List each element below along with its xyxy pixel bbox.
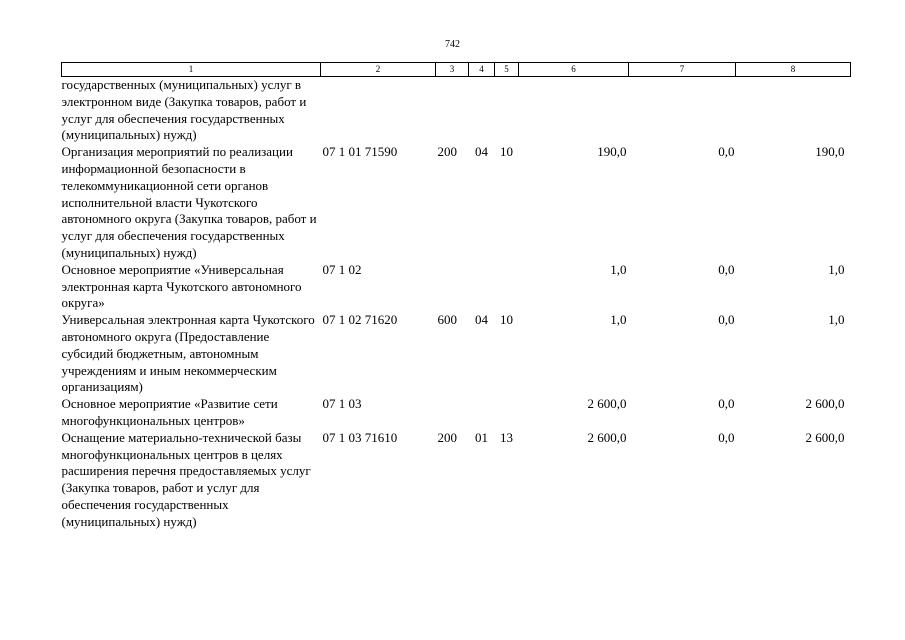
header-col-6: 6 — [519, 63, 629, 77]
row-col-5: 13 — [500, 429, 513, 445]
row-col-6: 1,0 — [610, 261, 627, 277]
table-row — [62, 430, 851, 531]
row-description: Организация мероприятий по реализации информационной безопасности в телекоммуникационной сети органов исполнительной власти Чукотского автономного округа (Закупка товаров, работ и услуг для обеспечения государственных (муниципальных) нужд) — [61, 144, 317, 260]
row-col-4: 04 — [475, 144, 488, 160]
table-row — [62, 262, 851, 312]
row-col-4 — [469, 396, 495, 430]
row-col-7: 0,0 — [718, 396, 735, 412]
row-col-5 — [495, 396, 519, 430]
header-col-1: 1 — [62, 63, 321, 77]
row-description: Основное мероприятие «Универсальная электронная карта Чукотского автономного округа» — [61, 261, 302, 311]
row-code: 07 1 02 71620 — [322, 312, 398, 328]
row-col-3 — [436, 262, 469, 312]
row-col-8: 1,0 — [828, 312, 845, 328]
table-header — [62, 63, 851, 77]
budget-table — [61, 62, 851, 531]
row-col-7: 0,0 — [718, 144, 735, 160]
row-col-6: 2 600,0 — [587, 396, 627, 412]
table-row — [62, 144, 851, 262]
row-code: 07 1 02 — [322, 261, 362, 277]
header-col-3: 3 — [436, 63, 469, 77]
row-col-6: 2 600,0 — [587, 429, 627, 445]
row-col-4: 04 — [475, 312, 488, 328]
header-col-7: 7 — [629, 63, 736, 77]
row-col-8 — [736, 77, 851, 145]
row-col-5: 10 — [500, 312, 513, 328]
header-col-8: 8 — [736, 63, 851, 77]
row-description: Основное мероприятие «Развитие сети многофункциональных центров» — [61, 396, 278, 428]
row-description: Оснащение материально-технической базы многофункциональных центров в целях расширения перечня предоставляемых услуг (Закупка товаров, работ и услуг для обеспечения государственных (муниципальных) нужд) — [61, 429, 311, 529]
row-col-4: 01 — [475, 429, 488, 445]
row-col-5: 10 — [500, 144, 513, 160]
row-col-5 — [495, 77, 519, 145]
row-col-3: 200 — [437, 144, 457, 160]
row-code — [321, 77, 436, 145]
row-col-6 — [519, 77, 629, 145]
row-col-8: 2 600,0 — [805, 396, 845, 412]
row-col-7: 0,0 — [718, 429, 735, 445]
page-number: 742 — [445, 39, 460, 50]
header-row — [62, 63, 851, 77]
row-code: 07 1 01 71590 — [322, 144, 398, 160]
row-col-6: 1,0 — [610, 312, 627, 328]
row-col-7: 0,0 — [718, 312, 735, 328]
row-description: Универсальная электронная карта Чукотского автономного округа (Предоставление субсидий бюджетным, автономным учреждениям и иным некоммерческим организациям) — [61, 312, 315, 395]
row-col-3: 600 — [437, 312, 457, 328]
header-col-4: 4 — [469, 63, 495, 77]
row-col-3: 200 — [437, 429, 457, 445]
row-col-4 — [469, 77, 495, 145]
row-col-4 — [469, 262, 495, 312]
row-col-8: 190,0 — [815, 144, 845, 160]
row-col-5 — [495, 262, 519, 312]
table-row — [62, 396, 851, 430]
row-col-6: 190,0 — [597, 144, 627, 160]
header-col-5: 5 — [495, 63, 519, 77]
row-col-3 — [436, 77, 469, 145]
table-row — [62, 312, 851, 396]
row-code: 07 1 03 — [322, 396, 362, 412]
row-code: 07 1 03 71610 — [322, 429, 398, 445]
row-col-7: 0,0 — [718, 261, 735, 277]
row-col-3 — [436, 396, 469, 430]
row-col-8: 2 600,0 — [805, 429, 845, 445]
table-row — [62, 77, 851, 145]
row-col-7 — [629, 77, 736, 145]
row-col-8: 1,0 — [828, 261, 845, 277]
table-body — [62, 77, 851, 531]
row-description: государственных (муниципальных) услуг в электронном виде (Закупка товаров, работ и услуг для обеспечения государственных (муниципальных) нужд) — [61, 77, 307, 143]
header-col-2: 2 — [321, 63, 436, 77]
